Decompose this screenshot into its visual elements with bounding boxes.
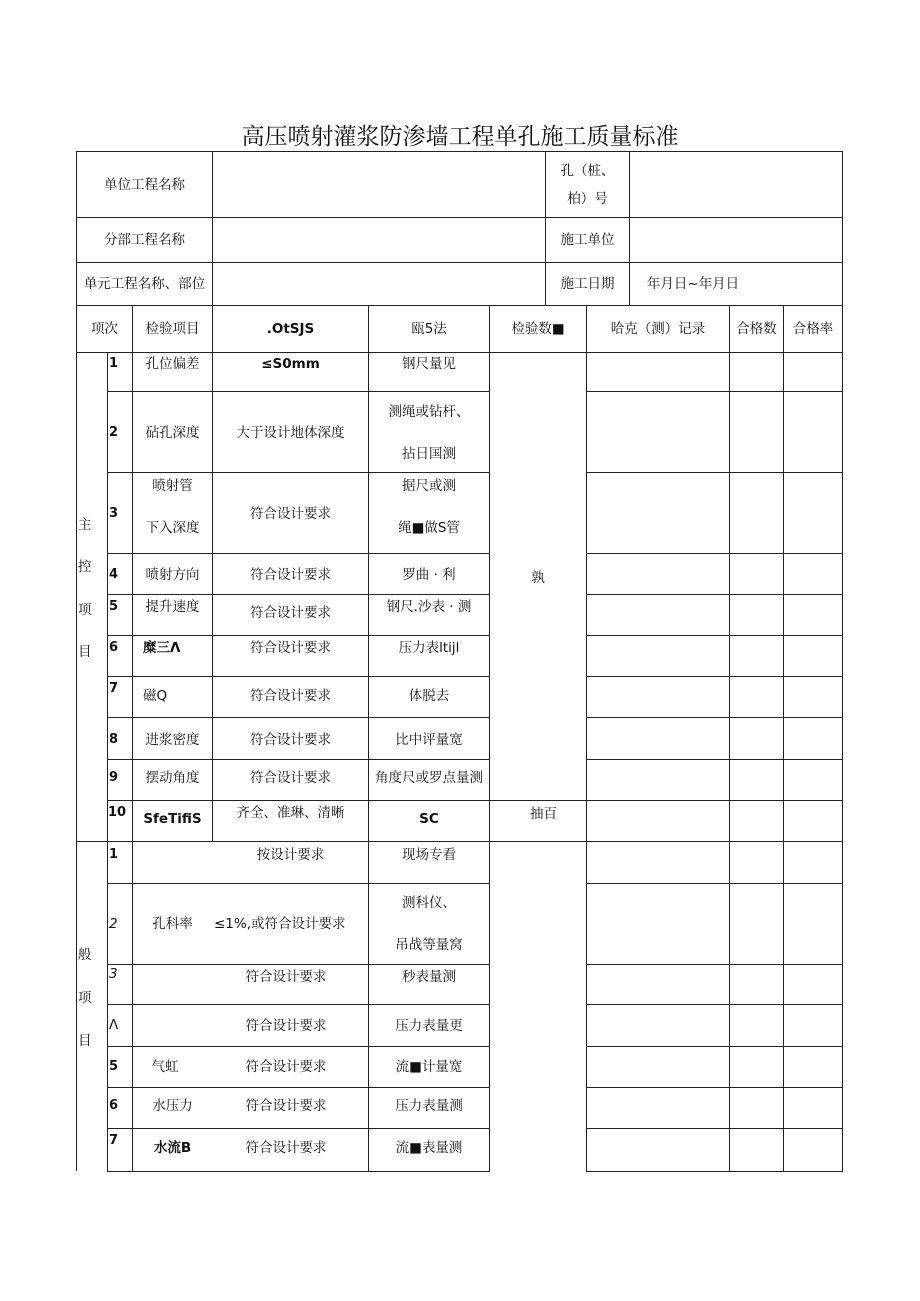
col-item-no: 项次: [91, 321, 118, 337]
hole-no-label-line1: 孔（桩、: [560, 163, 615, 179]
main-qty-row10: 抽百: [530, 806, 557, 822]
col-method: 瓯5法: [411, 321, 447, 337]
construction-date-value: 年月日~年月日: [646, 276, 740, 292]
hole-no-label-line2: 柏）号: [567, 191, 608, 207]
construction-date-label: 施工日期: [560, 276, 615, 292]
sub-project-label: 分部工程名称: [104, 232, 185, 248]
col-record: 哈克（测）记录: [610, 321, 706, 337]
construction-unit-label: 施工单位: [560, 232, 615, 248]
col-standard: .OtSJS: [266, 321, 315, 337]
element-project-label: 单元工程名称、部位: [83, 276, 206, 292]
col-check-qty: 检验数■: [511, 321, 565, 337]
col-pass-count: 合格数: [736, 321, 777, 337]
page-title: 高压喷射灌浆防渗墙工程单孔施工质量标准: [241, 124, 679, 150]
col-pass-rate: 合格率: [792, 321, 834, 337]
col-check-item: 检验项目: [145, 321, 200, 337]
main-check-qty: 孰: [531, 570, 545, 586]
unit-project-label: 单位工程名称: [104, 177, 185, 193]
